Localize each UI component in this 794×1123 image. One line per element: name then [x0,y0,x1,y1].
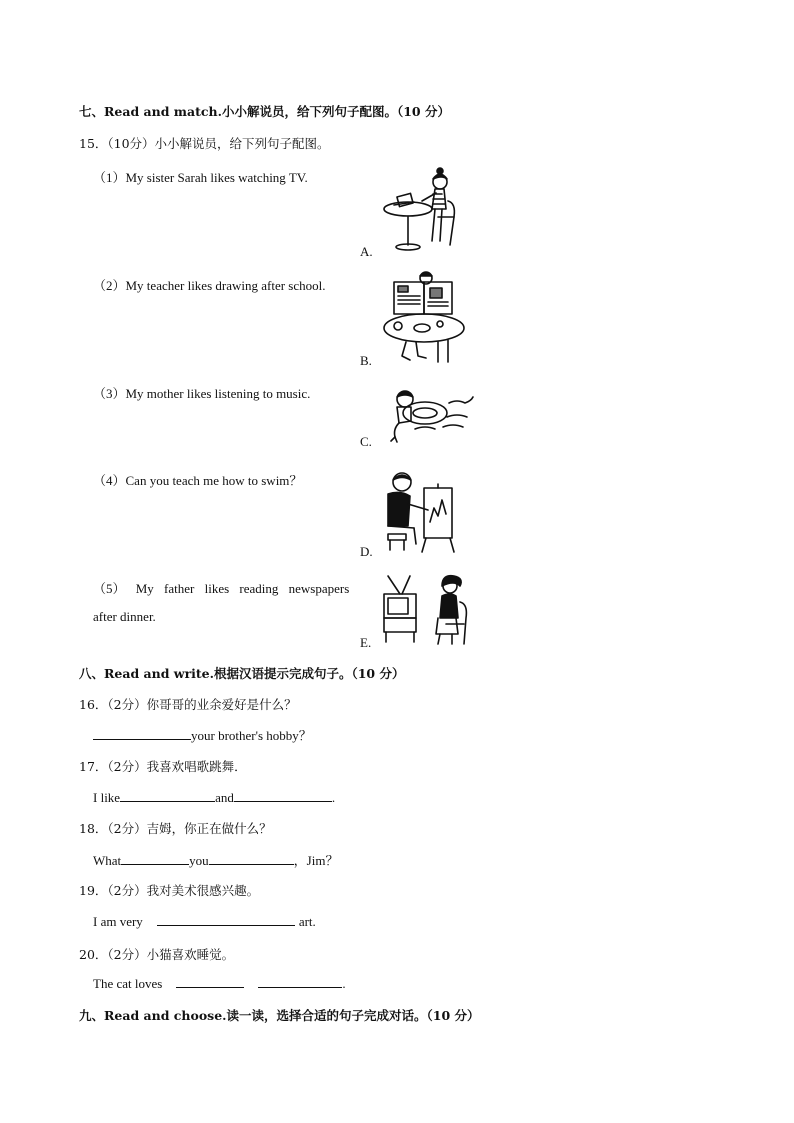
answer-blank[interactable] [258,975,342,988]
option-a-label: A. [360,244,373,259]
answer-blank[interactable] [176,975,244,988]
section-8-title: 八、Read and write.根据汉语提示完成句子。（10 分） [79,666,405,681]
question-17-start: I like [93,790,121,805]
section-9-title: 九、Read and choose.读一读，选择合适的句子完成对话。（10 分） [79,1008,480,1023]
match-sentence-2: （2）My teacher likes drawing after school. [93,278,326,293]
tv-watcher-icon [380,572,472,650]
swimmer-icon [385,385,475,445]
question-19-stem: 19．（2分）我对美术很感兴趣。 [79,883,260,898]
question-20-stem: 20．（2分）小猫喜欢睡觉。 [79,947,235,962]
answer-blank[interactable] [121,852,189,865]
answer-blank[interactable] [209,852,294,865]
option-c-label: C. [360,434,372,449]
match-sentence-4: （4）Can you teach me how to swim？ [93,473,303,488]
question-19-answer-line [93,913,316,930]
question-16-stem: 16．（2分）你哥哥的业余爱好是什么？ [79,697,297,712]
question-20-start: The cat loves [93,976,163,991]
answer-blank[interactable] [93,727,191,740]
question-18-answer-line [93,850,338,869]
answer-blank[interactable] [120,789,215,802]
painter-icon [384,470,464,554]
question-20-end: . [342,976,346,991]
question-17-end: . [331,790,336,805]
question-18-end: ，Jim？ [293,853,339,868]
option-b-label: B. [360,353,372,368]
option-e-label: E. [360,635,372,650]
question-20-answer-line [93,975,346,992]
option-d-label: D. [360,544,373,559]
section-7-title: 七、Read and match.小小解说员，给下列句子配图。（10 分） [79,104,450,119]
question-19-end: art. [298,914,316,929]
question-18-start: What [93,853,122,868]
match-sentence-5-cont: after dinner. [93,609,156,624]
match-sentence-5: （5） My father likes reading newspapers [93,581,350,596]
answer-blank[interactable] [234,789,332,802]
match-sentence-1: （1）My sister Sarah likes watching TV. [93,170,308,185]
question-17-answer-line [93,789,335,806]
question-19-start: I am very [93,914,143,929]
question-17-mid: and [215,790,234,805]
newspaper-reader-icon [382,270,466,364]
question-18-mid: you [189,853,209,868]
answer-blank[interactable] [157,913,295,926]
question-18-stem: 18．（2分）吉姆，你正在做什么？ [79,821,272,836]
question-16-text: your brother's hobby？ [191,728,312,743]
match-sentence-3: （3）My mother likes listening to music. [93,386,311,401]
question-16-answer-line [93,725,312,744]
question-17-stem: 17．（2分）我喜欢唱歌跳舞． [79,759,247,774]
question-15-stem: 15．（10分）小小解说员，给下列句子配图。 [79,136,330,151]
girl-laptop-icon [380,165,462,255]
